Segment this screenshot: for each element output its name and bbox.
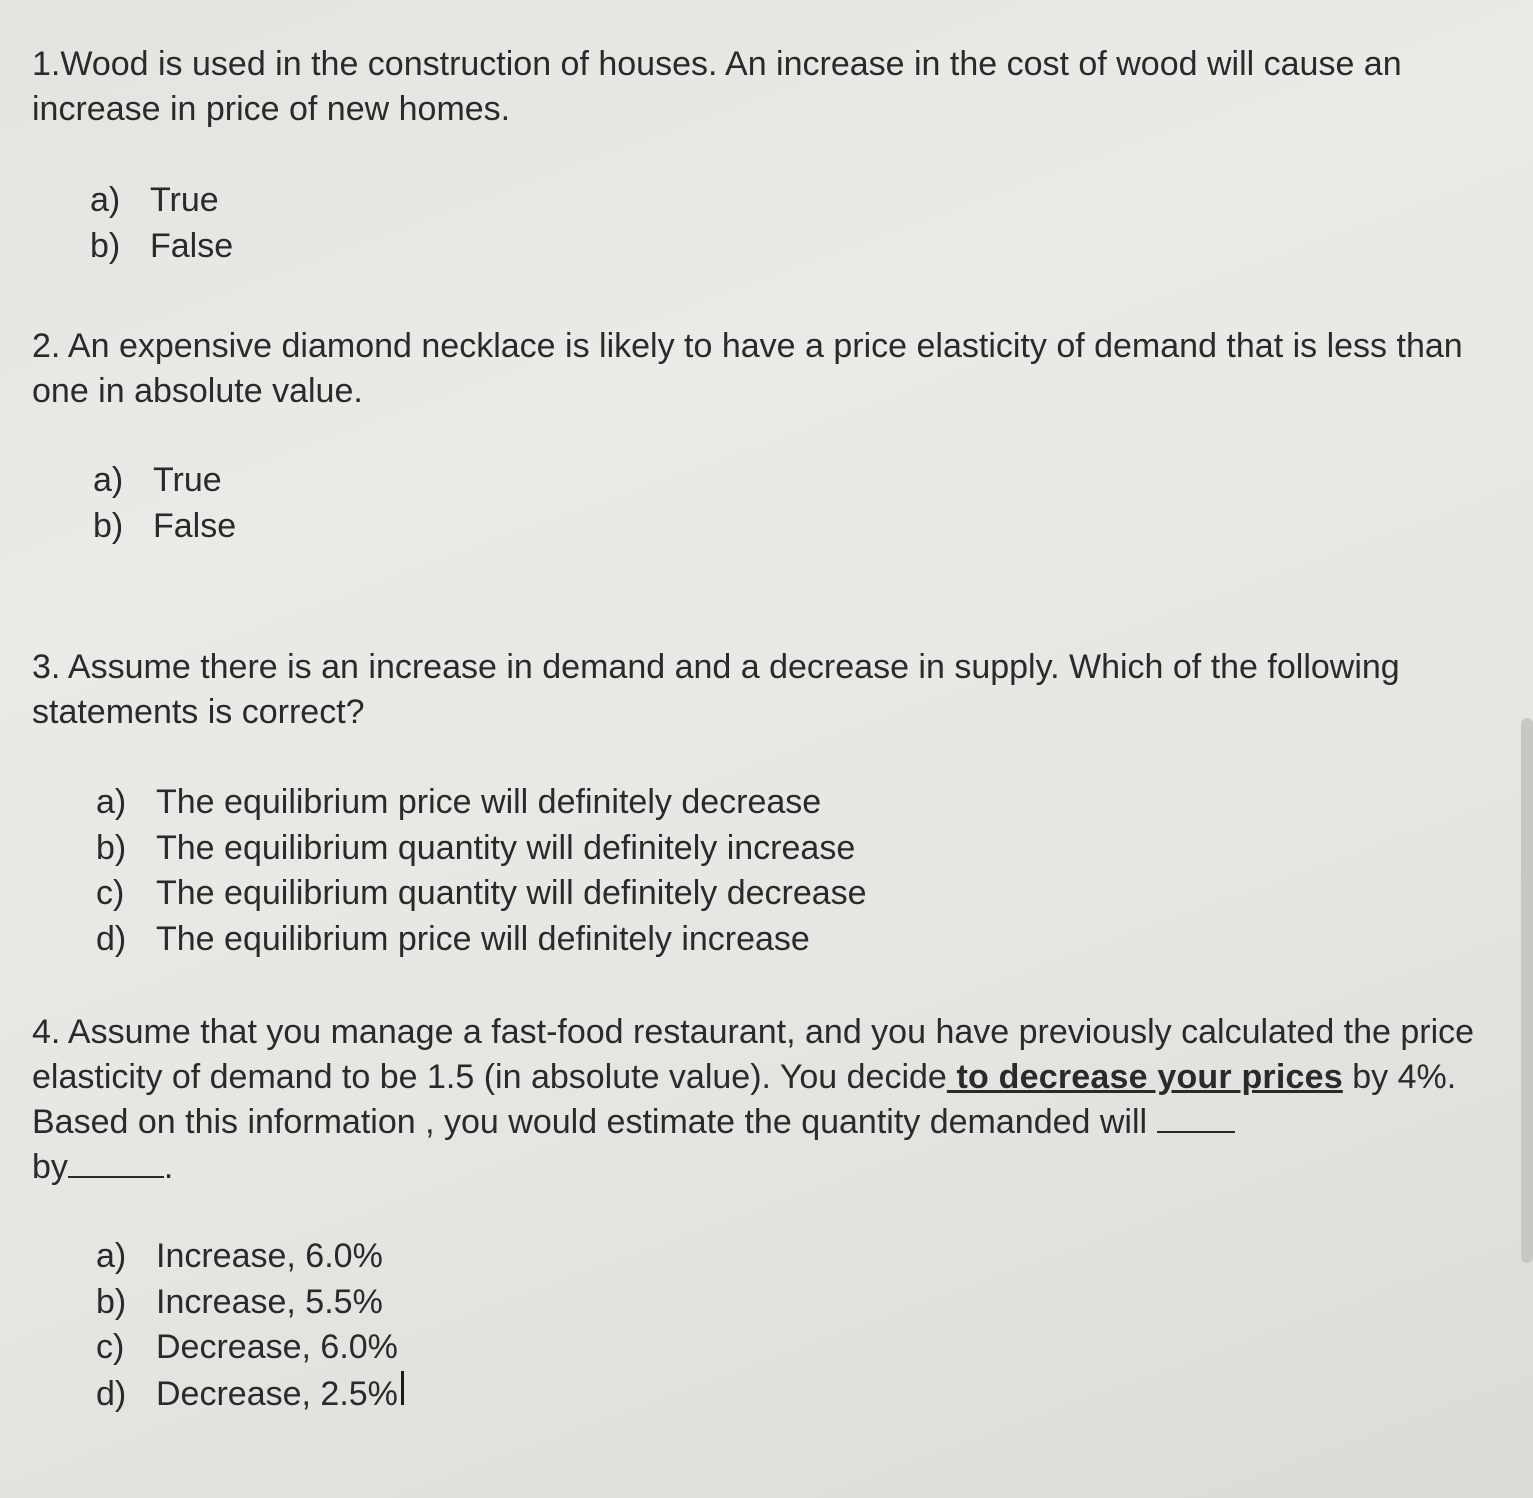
option-letter: a) xyxy=(90,181,121,219)
option-text: Increase, 6.0% xyxy=(156,1237,383,1275)
question-4-text-by: by xyxy=(32,1148,68,1186)
option-text: Decrease, 2.5% xyxy=(156,1374,398,1413)
scrollbar-thumb[interactable] xyxy=(1521,718,1533,1263)
option-text: The equilibrium quantity will definitely decrease xyxy=(156,874,867,912)
option-text: Decrease, 6.0% xyxy=(156,1328,398,1366)
option-letter: d) xyxy=(96,919,127,958)
option-letter: a) xyxy=(96,783,127,821)
option-text: The equilibrium price will definitely decrease xyxy=(156,783,822,821)
answer-blank-direction[interactable] xyxy=(1157,1130,1235,1133)
list-item[interactable] xyxy=(96,780,867,826)
list-item[interactable] xyxy=(93,504,236,550)
question-3-text: 3. Assume there is an increase in demand and a decrease in supply. Which of the following statements is correct? xyxy=(32,648,1400,731)
question-4-emphasis: to decrease your prices xyxy=(946,1058,1343,1096)
option-text: False xyxy=(153,506,237,545)
list-item[interactable] xyxy=(90,224,233,270)
scrollbar[interactable] xyxy=(1519,0,1533,1498)
question-1-options xyxy=(90,178,233,269)
option-text: True xyxy=(150,181,219,219)
list-item[interactable] xyxy=(96,1280,404,1326)
option-text: True xyxy=(153,461,222,499)
question-3-options xyxy=(96,780,867,962)
question-4-options xyxy=(96,1234,404,1417)
option-letter: c) xyxy=(96,1328,125,1366)
list-item[interactable] xyxy=(93,458,236,504)
question-2-text: 2. An expensive diamond necklace is likely to have a price elasticity of demand that is less than one in absolute value. xyxy=(32,327,1463,410)
question-4-text-end: . xyxy=(163,1148,174,1186)
question-4-text-start: 4. Assume that you manage a fast-food restaurant, and you have previously calculated the price elasticity of demand to be 1.5 (in absolute value). You decide xyxy=(32,1013,1475,1096)
option-text: The equilibrium price will definitely increase xyxy=(156,919,810,958)
question-1-text: 1.Wood is used in the construction of houses. An increase in the cost of wood will cause an increase in price of new homes. xyxy=(32,45,1402,128)
answer-blank-amount[interactable] xyxy=(68,1175,164,1178)
question-2-options xyxy=(93,458,236,549)
list-item[interactable] xyxy=(96,1325,404,1371)
option-text: Increase, 5.5% xyxy=(156,1282,383,1321)
list-item[interactable] xyxy=(96,917,867,963)
option-letter: b) xyxy=(96,1282,127,1321)
option-letter: a) xyxy=(96,1237,127,1275)
list-item[interactable] xyxy=(96,1234,404,1280)
question-4-text xyxy=(32,1010,1492,1190)
option-letter: d) xyxy=(96,1374,127,1413)
text-cursor xyxy=(401,1371,404,1405)
question-4-text-middle: by 4%. Based on this information , you would estimate the quantity demanded will xyxy=(32,1058,1457,1141)
option-letter: b) xyxy=(96,828,127,867)
option-letter: b) xyxy=(90,226,121,265)
list-item[interactable] xyxy=(96,826,867,872)
option-letter: b) xyxy=(93,506,124,545)
option-text: The equilibrium quantity will definitely increase xyxy=(156,828,856,867)
option-letter: a) xyxy=(93,461,124,499)
list-item[interactable] xyxy=(96,1371,404,1418)
list-item[interactable] xyxy=(96,871,867,917)
option-letter: c) xyxy=(96,874,125,912)
list-item[interactable] xyxy=(90,178,233,224)
option-text: False xyxy=(150,226,234,265)
